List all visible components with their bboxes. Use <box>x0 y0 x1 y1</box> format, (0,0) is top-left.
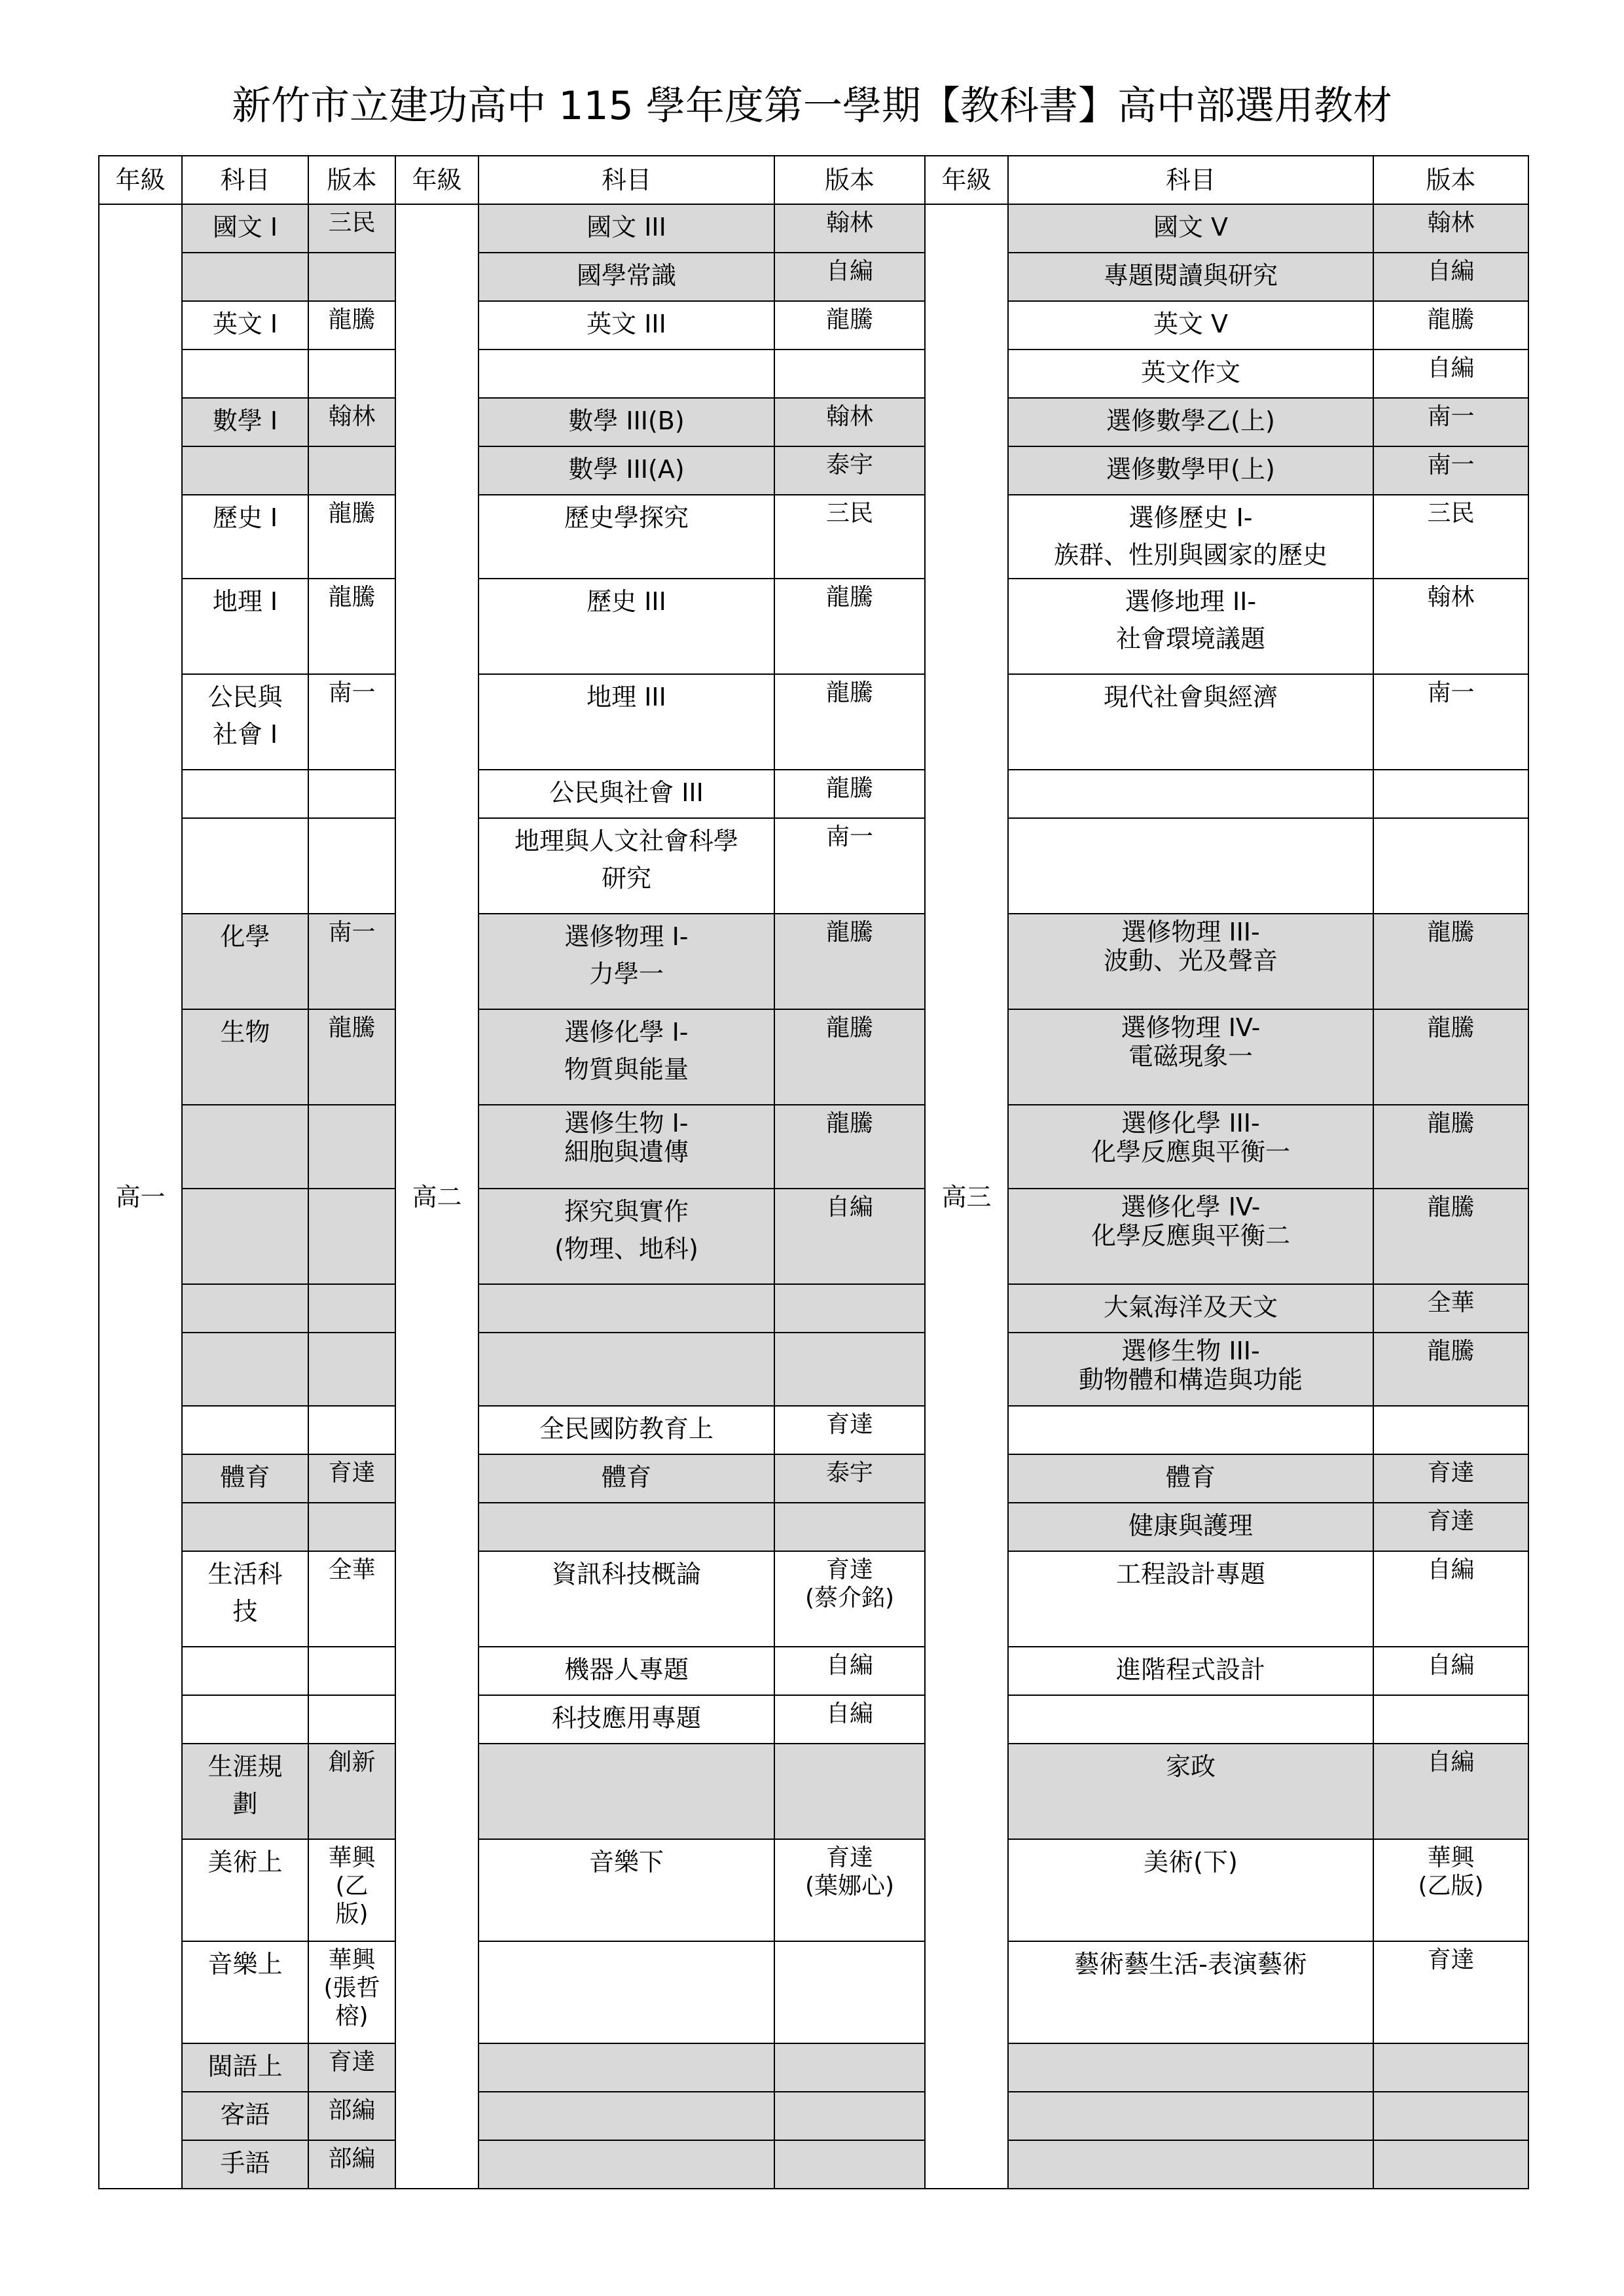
edition-cell-g2: 自編 <box>774 253 925 301</box>
edition-cell-g1 <box>308 1406 395 1454</box>
subject-cell-g2: 資訊科技概論 <box>478 1551 774 1647</box>
edition-cell-g1: 華興 (張哲 榕) <box>308 1941 395 2043</box>
edition-cell-g1 <box>308 1189 395 1284</box>
subject-cell-g1 <box>182 1189 308 1284</box>
subject-cell-g3: 現代社會與經濟 <box>1008 674 1373 770</box>
subject-cell-g3 <box>1008 1406 1373 1454</box>
subject-cell-g1: 國文 I <box>182 204 308 253</box>
edition-cell-g1: 全華 <box>308 1551 395 1647</box>
subject-cell-g1: 閩語上 <box>182 2043 308 2092</box>
subject-cell-g2 <box>478 350 774 398</box>
subject-cell-g1: 歷史 I <box>182 495 308 579</box>
edition-cell-g2: 育達 <box>774 1406 925 1454</box>
edition-cell-g3: 龍騰 <box>1373 1333 1528 1406</box>
subject-cell-g1: 生物 <box>182 1009 308 1105</box>
table-row <box>99 2140 1528 2189</box>
edition-cell-g1 <box>308 350 395 398</box>
subject-cell-g2: 音樂下 <box>478 1839 774 1941</box>
subject-cell-g3 <box>1008 770 1373 818</box>
subject-cell-g3: 體育 <box>1008 1454 1373 1503</box>
edition-cell-g2: 三民 <box>774 495 925 579</box>
subject-cell-g3 <box>1008 1695 1373 1744</box>
edition-cell-g2 <box>774 2092 925 2140</box>
subject-cell-g2: 歷史學探究 <box>478 495 774 579</box>
edition-cell-g2: 泰宇 <box>774 1454 925 1503</box>
table-body <box>99 204 1528 2189</box>
subject-cell-g3: 選修物理 IV- 電磁現象一 <box>1008 1009 1373 1105</box>
header-subject-g2: 科目 <box>478 156 774 204</box>
subject-cell-g2: 數學 III(B) <box>478 398 774 446</box>
edition-cell-g2: 自編 <box>774 1695 925 1744</box>
subject-cell-g3: 選修歷史 I- 族群、性別與國家的歷史 <box>1008 495 1373 579</box>
edition-cell-g1: 龍騰 <box>308 495 395 579</box>
subject-cell-g3: 選修數學甲(上) <box>1008 446 1373 495</box>
edition-cell-g2 <box>774 1941 925 2043</box>
edition-cell-g1 <box>308 818 395 914</box>
table-row <box>99 1941 1528 2043</box>
table-row <box>99 495 1528 579</box>
subject-cell-g1: 生涯規 劃 <box>182 1744 308 1839</box>
edition-cell-g2 <box>774 1503 925 1551</box>
edition-cell-g2 <box>774 2043 925 2092</box>
table-row <box>99 398 1528 446</box>
subject-cell-g2: 歷史 III <box>478 579 774 674</box>
subject-cell-g1 <box>182 1695 308 1744</box>
edition-cell-g3: 龍騰 <box>1373 1009 1528 1105</box>
subject-cell-g1: 數學 I <box>182 398 308 446</box>
header-edition-g2: 版本 <box>774 156 925 204</box>
subject-cell-g2 <box>478 1941 774 2043</box>
edition-cell-g3: 三民 <box>1373 495 1528 579</box>
edition-cell-g2 <box>774 2140 925 2189</box>
subject-cell-g1 <box>182 818 308 914</box>
table-row <box>99 350 1528 398</box>
edition-cell-g3: 育達 <box>1373 1941 1528 2043</box>
edition-cell-g2: 龍騰 <box>774 914 925 1009</box>
subject-cell-g2 <box>478 2092 774 2140</box>
subject-cell-g2: 機器人專題 <box>478 1647 774 1695</box>
subject-cell-g1 <box>182 1406 308 1454</box>
page-title: 新竹市立建功高中 115 學年度第一學期【教科書】高中部選用教材 <box>232 83 1392 129</box>
subject-cell-g3: 健康與護理 <box>1008 1503 1373 1551</box>
edition-cell-g1: 三民 <box>308 204 395 253</box>
edition-cell-g1 <box>308 1647 395 1695</box>
edition-cell-g1: 華興 (乙 版) <box>308 1839 395 1941</box>
edition-cell-g3: 翰林 <box>1373 579 1528 674</box>
table-row <box>99 1406 1528 1454</box>
edition-cell-g1 <box>308 1333 395 1406</box>
edition-cell-g1: 創新 <box>308 1744 395 1839</box>
edition-cell-g3 <box>1373 1695 1528 1744</box>
edition-cell-g1: 南一 <box>308 674 395 770</box>
table-row <box>99 253 1528 301</box>
edition-cell-g3 <box>1373 2043 1528 2092</box>
edition-cell-g2: 自編 <box>774 1647 925 1695</box>
edition-cell-g1 <box>308 1105 395 1189</box>
subject-cell-g3: 國文 V <box>1008 204 1373 253</box>
subject-cell-g2: 地理與人文社會科學 研究 <box>478 818 774 914</box>
edition-cell-g1: 龍騰 <box>308 301 395 350</box>
subject-cell-g3: 大氣海洋及天文 <box>1008 1284 1373 1333</box>
header-subject-g3: 科目 <box>1008 156 1373 204</box>
subject-cell-g2 <box>478 1503 774 1551</box>
subject-cell-g3: 選修物理 III- 波動、光及聲音 <box>1008 914 1373 1009</box>
subject-cell-g1: 手語 <box>182 2140 308 2189</box>
table-row <box>99 579 1528 674</box>
table-row <box>99 1284 1528 1333</box>
edition-cell-g1: 育達 <box>308 2043 395 2092</box>
edition-cell-g2 <box>774 1333 925 1406</box>
edition-cell-g1: 龍騰 <box>308 1009 395 1105</box>
edition-cell-g3: 龍騰 <box>1373 914 1528 1009</box>
edition-cell-g1 <box>308 1695 395 1744</box>
subject-cell-g2: 國學常識 <box>478 253 774 301</box>
subject-cell-g3: 英文 V <box>1008 301 1373 350</box>
subject-cell-g1 <box>182 446 308 495</box>
edition-cell-g2: 育達 (蔡介銘) <box>774 1551 925 1647</box>
edition-cell-g1: 育達 <box>308 1454 395 1503</box>
table-row <box>99 1551 1528 1647</box>
table-row <box>99 1695 1528 1744</box>
edition-cell-g3 <box>1373 770 1528 818</box>
subject-cell-g2: 地理 III <box>478 674 774 770</box>
table-row <box>99 1105 1528 1189</box>
subject-cell-g2: 選修化學 I- 物質與能量 <box>478 1009 774 1105</box>
header-grade-g2: 年級 <box>395 156 478 204</box>
edition-cell-g1: 翰林 <box>308 398 395 446</box>
subject-cell-g1: 音樂上 <box>182 1941 308 2043</box>
table-row <box>99 1744 1528 1839</box>
subject-cell-g3: 藝術藝生活-表演藝術 <box>1008 1941 1373 2043</box>
subject-cell-g1 <box>182 770 308 818</box>
subject-cell-g3: 選修生物 III- 動物體和構造與功能 <box>1008 1333 1373 1406</box>
subject-cell-g2 <box>478 1744 774 1839</box>
edition-cell-g3 <box>1373 2140 1528 2189</box>
edition-cell-g3 <box>1373 2092 1528 2140</box>
edition-cell-g1: 部編 <box>308 2140 395 2189</box>
grade-cell-g1: 高一 <box>99 204 182 2189</box>
table-row <box>99 674 1528 770</box>
subject-cell-g2 <box>478 2043 774 2092</box>
subject-cell-g1: 美術上 <box>182 1839 308 1941</box>
subject-cell-g3: 專題閱讀與研究 <box>1008 253 1373 301</box>
subject-cell-g1: 化學 <box>182 914 308 1009</box>
table-row <box>99 1647 1528 1695</box>
table-row <box>99 2043 1528 2092</box>
subject-cell-g3 <box>1008 2043 1373 2092</box>
edition-cell-g2: 育達 (葉娜心) <box>774 1839 925 1941</box>
edition-cell-g3: 全華 <box>1373 1284 1528 1333</box>
edition-cell-g2: 龍騰 <box>774 674 925 770</box>
subject-cell-g1 <box>182 1105 308 1189</box>
edition-cell-g1 <box>308 1503 395 1551</box>
edition-cell-g3: 龍騰 <box>1373 1105 1528 1189</box>
subject-cell-g1 <box>182 1647 308 1695</box>
subject-cell-g2: 體育 <box>478 1454 774 1503</box>
subject-cell-g3: 選修數學乙(上) <box>1008 398 1373 446</box>
edition-cell-g3: 華興 (乙版) <box>1373 1839 1528 1941</box>
subject-cell-g3: 工程設計專題 <box>1008 1551 1373 1647</box>
edition-cell-g2: 龍騰 <box>774 770 925 818</box>
subject-cell-g1: 地理 I <box>182 579 308 674</box>
edition-cell-g2: 自編 <box>774 1189 925 1284</box>
table-row <box>99 2092 1528 2140</box>
subject-cell-g2: 選修生物 I- 細胞與遺傳 <box>478 1105 774 1189</box>
subject-cell-g1: 體育 <box>182 1454 308 1503</box>
subject-cell-g1: 生活科 技 <box>182 1551 308 1647</box>
edition-cell-g2: 龍騰 <box>774 1009 925 1105</box>
edition-cell-g3: 自編 <box>1373 1647 1528 1695</box>
grade-cell-g2: 高二 <box>395 204 478 2189</box>
subject-cell-g2: 數學 III(A) <box>478 446 774 495</box>
edition-cell-g2: 南一 <box>774 818 925 914</box>
subject-cell-g2: 探究與實作 (物理、地科) <box>478 1189 774 1284</box>
header-subject-g1: 科目 <box>182 156 308 204</box>
subject-cell-g3: 英文作文 <box>1008 350 1373 398</box>
table-row <box>99 204 1528 253</box>
table-row <box>99 1189 1528 1284</box>
edition-cell-g2 <box>774 350 925 398</box>
subject-cell-g1: 客語 <box>182 2092 308 2140</box>
edition-cell-g1: 南一 <box>308 914 395 1009</box>
table-row <box>99 1454 1528 1503</box>
table-row <box>99 914 1528 1009</box>
grade-cell-g3: 高三 <box>925 204 1008 2189</box>
edition-cell-g1 <box>308 253 395 301</box>
header-grade-g1: 年級 <box>99 156 182 204</box>
edition-cell-g3: 南一 <box>1373 674 1528 770</box>
subject-cell-g1 <box>182 1284 308 1333</box>
subject-cell-g2 <box>478 2140 774 2189</box>
edition-cell-g2: 泰宇 <box>774 446 925 495</box>
subject-cell-g1: 公民與 社會 I <box>182 674 308 770</box>
header-edition-g1: 版本 <box>308 156 395 204</box>
edition-cell-g3 <box>1373 1406 1528 1454</box>
edition-cell-g3 <box>1373 818 1528 914</box>
header-edition-g3: 版本 <box>1373 156 1528 204</box>
edition-cell-g1: 龍騰 <box>308 579 395 674</box>
subject-cell-g2 <box>478 1284 774 1333</box>
edition-cell-g2 <box>774 1744 925 1839</box>
subject-cell-g2: 選修物理 I- 力學一 <box>478 914 774 1009</box>
table-row <box>99 1009 1528 1105</box>
subject-cell-g1 <box>182 253 308 301</box>
table-row <box>99 818 1528 914</box>
edition-cell-g3: 南一 <box>1373 398 1528 446</box>
edition-cell-g3: 自編 <box>1373 350 1528 398</box>
edition-cell-g2 <box>774 1284 925 1333</box>
edition-cell-g3: 龍騰 <box>1373 301 1528 350</box>
edition-cell-g2: 翰林 <box>774 204 925 253</box>
subject-cell-g1 <box>182 1333 308 1406</box>
subject-cell-g3 <box>1008 2092 1373 2140</box>
table-row <box>99 446 1528 495</box>
subject-cell-g1: 英文 I <box>182 301 308 350</box>
table-row <box>99 1839 1528 1941</box>
edition-cell-g2: 龍騰 <box>774 1105 925 1189</box>
subject-cell-g3: 進階程式設計 <box>1008 1647 1373 1695</box>
subject-cell-g2: 全民國防教育上 <box>478 1406 774 1454</box>
table-row <box>99 1503 1528 1551</box>
edition-cell-g3: 自編 <box>1373 1551 1528 1647</box>
subject-cell-g1 <box>182 350 308 398</box>
subject-cell-g3: 家政 <box>1008 1744 1373 1839</box>
edition-cell-g3: 自編 <box>1373 1744 1528 1839</box>
edition-cell-g2: 龍騰 <box>774 301 925 350</box>
edition-cell-g3: 育達 <box>1373 1454 1528 1503</box>
edition-cell-g1: 部編 <box>308 2092 395 2140</box>
edition-cell-g3: 育達 <box>1373 1503 1528 1551</box>
subject-cell-g3: 美術(下) <box>1008 1839 1373 1941</box>
textbook-table <box>98 155 1529 2189</box>
subject-cell-g2: 國文 III <box>478 204 774 253</box>
edition-cell-g2: 翰林 <box>774 398 925 446</box>
header-grade-g3: 年級 <box>925 156 1008 204</box>
edition-cell-g3: 自編 <box>1373 253 1528 301</box>
subject-cell-g2 <box>478 1333 774 1406</box>
subject-cell-g2: 科技應用專題 <box>478 1695 774 1744</box>
subject-cell-g3 <box>1008 2140 1373 2189</box>
edition-cell-g3: 龍騰 <box>1373 1189 1528 1284</box>
subject-cell-g3: 選修化學 IV- 化學反應與平衡二 <box>1008 1189 1373 1284</box>
subject-cell-g2: 英文 III <box>478 301 774 350</box>
edition-cell-g3: 翰林 <box>1373 204 1528 253</box>
subject-cell-g3: 選修地理 II- 社會環境議題 <box>1008 579 1373 674</box>
edition-cell-g1 <box>308 446 395 495</box>
table-header-row <box>99 156 1528 204</box>
subject-cell-g3 <box>1008 818 1373 914</box>
edition-cell-g2: 龍騰 <box>774 579 925 674</box>
edition-cell-g3: 南一 <box>1373 446 1528 495</box>
subject-cell-g1 <box>182 1503 308 1551</box>
edition-cell-g1 <box>308 1284 395 1333</box>
table-row <box>99 301 1528 350</box>
edition-cell-g1 <box>308 770 395 818</box>
subject-cell-g2: 公民與社會 III <box>478 770 774 818</box>
subject-cell-g3: 選修化學 III- 化學反應與平衡一 <box>1008 1105 1373 1189</box>
table-row <box>99 1333 1528 1406</box>
table-row <box>99 770 1528 818</box>
